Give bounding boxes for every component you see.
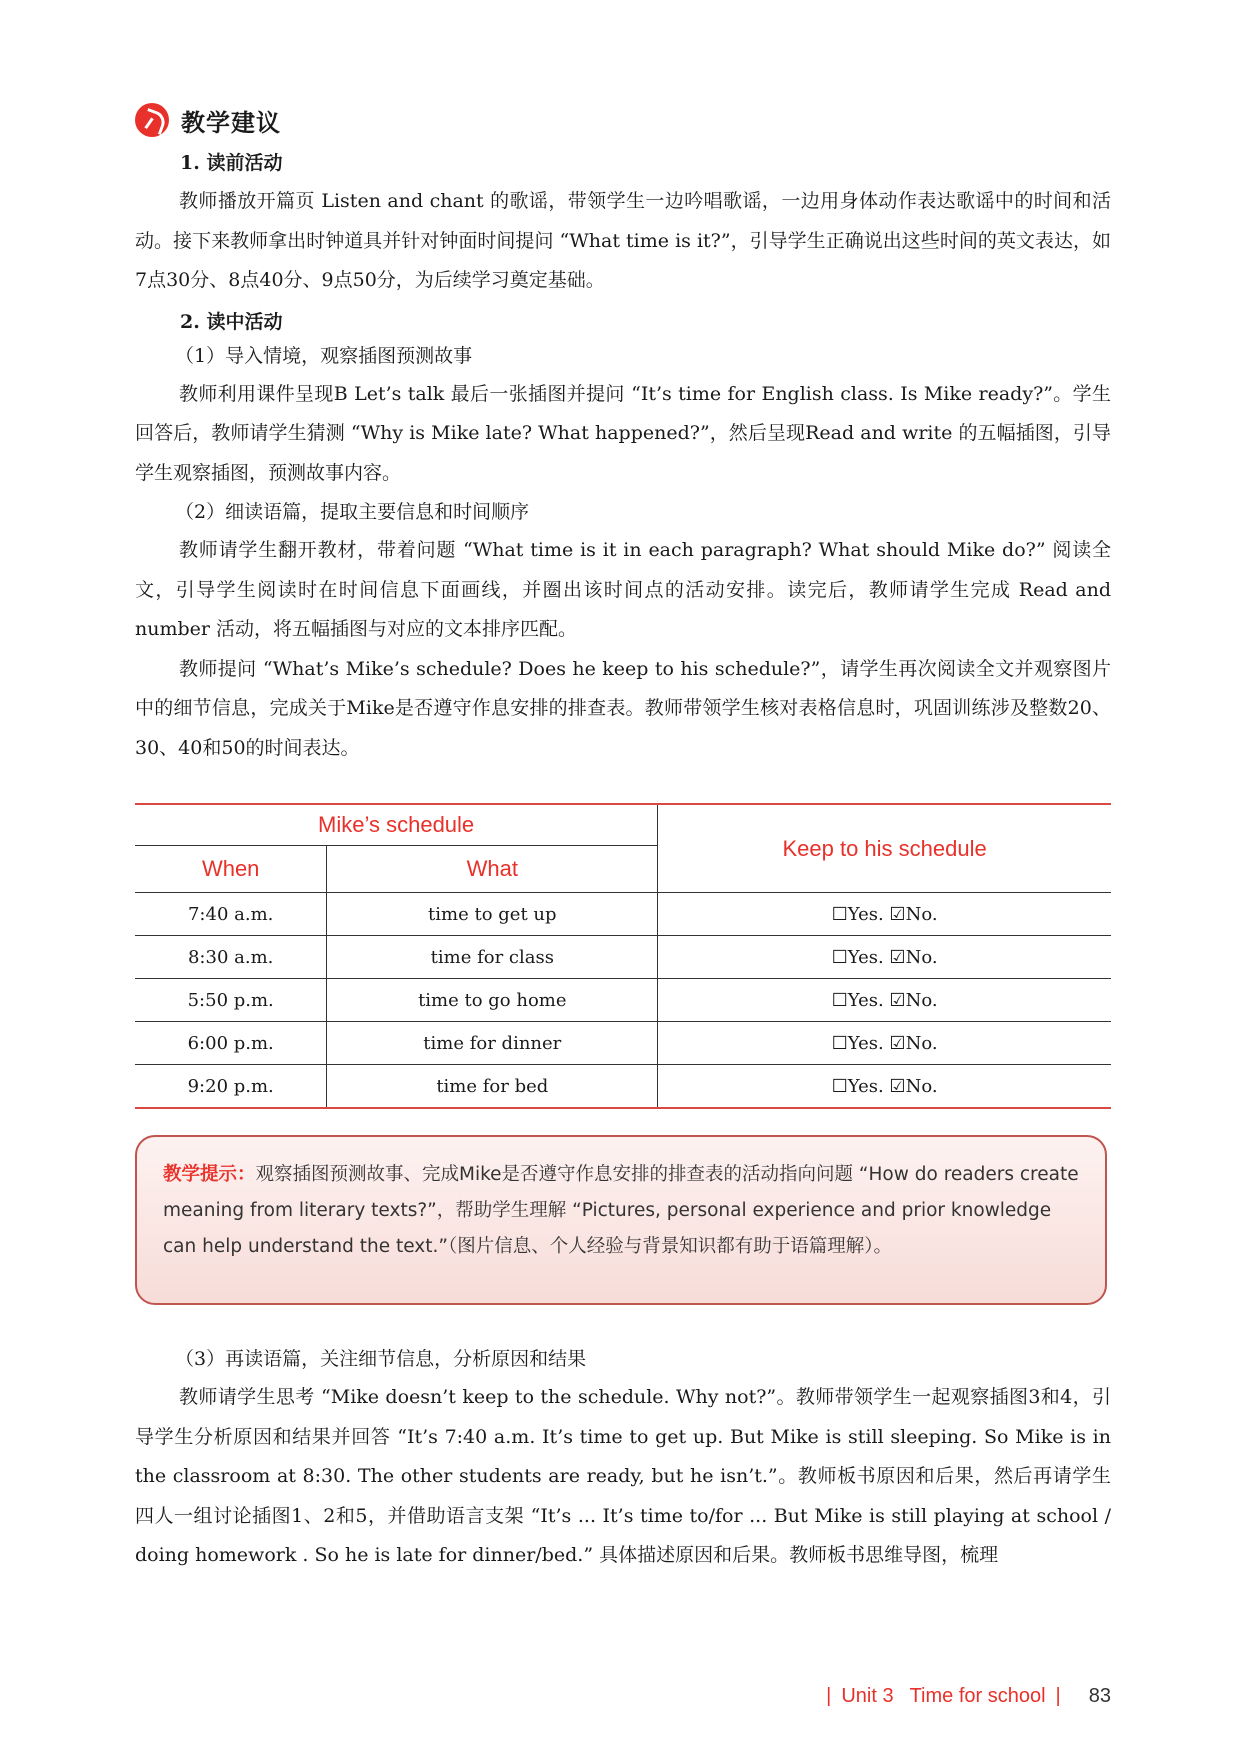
teaching-tip-box	[135, 1135, 1107, 1305]
table-row	[135, 893, 1111, 936]
row-when: 9:20 p.m.	[135, 1065, 327, 1109]
section1-paragraph: 教师播放开篇页 Listen and chant 的歌谣，带领学生一边吟唱歌谣，一边用身体动作表达歌谣中的时间和活动。接下来教师拿出时钟道具并针对钟面时间提问 “What time is it?”，引导学生正确说出这些时间的英文表达，如7点30分、8点40分、9点50分，为后续学习奠定基础。	[135, 190, 1111, 291]
section3-paragraph4: 教师请学生思考 “Mike doesn’t keep to the schedule. Why not?”。教师带领学生一起观察插图3和4，引导学生分析原因和结果并回答 “It’s 7:40 a.m. It’s time to get up. But Mike is still sleeping. So Mike is in the classroom at 8:30. The other students are ready, but he isn’t.”。教师板书原因和后果，然后再请学生四人一组讨论插图1、2和5，并借助语言支架 “It’s ... It’s time to/for ... But Mike is still playing at school / doing homework . So he is late for dinner/bed.” 具体描述原因和后果。教师板书思维导图，梳理	[135, 1386, 1111, 1566]
footer-unit-title: Time for school	[909, 1685, 1046, 1707]
table-header-keep: Keep to his schedule	[658, 804, 1111, 893]
row-keep: ☐Yes. ☑No.	[658, 979, 1111, 1022]
row-keep: ☐Yes. ☑No.	[658, 1022, 1111, 1065]
section2-paragraph3: 教师提问 “What’s Mike’s schedule? Does he keep to his schedule?”，请学生再次阅读全文并观察图片中的细节信息，完成关于Mike是否遵守作息安排的排查表。教师带领学生核对表格信息时，巩固训练涉及整数20、30、40和50的时间表达。	[135, 657, 1111, 759]
footer-divider: |	[1055, 1685, 1061, 1707]
row-keep: ☐Yes. ☑No.	[658, 1065, 1111, 1109]
pen-logo-icon	[135, 103, 169, 137]
section2-paragraph2: 教师请学生翻开教材，带着问题 “What time is it in each paragraph? What should Mike do?” 阅读全文，引导学生阅读时在时间信息下面画线，并圈出该时间点的活动安排。读完后，教师请学生完成 Read and number 活动，将五幅插图与对应的文本排序匹配。	[135, 539, 1111, 640]
schedule-table	[135, 803, 1111, 1109]
table-row	[135, 936, 1111, 979]
tip-text: 观察插图预测故事、完成Mike是否遵守作息安排的排查表的活动指向问题 “How do readers create meaning from literary texts?”，帮助学生理解 “Pictures, personal experience and prior knowledge can help understand the text.”（图片信息、个人经验与背景知识都有助于语篇理解）。	[163, 1164, 1079, 1257]
row-what: time for class	[327, 936, 658, 979]
row-keep: ☐Yes. ☑No.	[658, 936, 1111, 979]
row-what: time for dinner	[327, 1022, 658, 1065]
section3-sub3: （3）再读语篇，关注细节信息，分析原因和结果	[175, 1348, 587, 1370]
section-heading	[135, 100, 1111, 140]
table-row	[135, 1065, 1111, 1109]
row-keep: ☐Yes. ☑No.	[658, 893, 1111, 936]
section2-sub1: （1）导入情境，观察插图预测故事	[175, 344, 473, 367]
footer-divider: |	[826, 1685, 832, 1707]
table-row	[135, 979, 1111, 1022]
footer-unit: Unit 3	[841, 1685, 894, 1707]
heading-title: 教学建议	[181, 108, 281, 137]
table-header-what: What	[327, 846, 658, 893]
row-when: 5:50 p.m.	[135, 979, 327, 1022]
section2-sub2: （2）细读语篇，提取主要信息和时间顺序	[175, 501, 530, 523]
row-what: time for bed	[327, 1065, 658, 1109]
table-group-header: Mike’s schedule	[135, 804, 658, 846]
row-when: 6:00 p.m.	[135, 1022, 327, 1065]
row-what: time to get up	[327, 893, 658, 936]
row-what: time to go home	[327, 979, 658, 1022]
table-row	[135, 1022, 1111, 1065]
tip-label: 教学提示：	[163, 1164, 256, 1185]
row-when: 7:40 a.m.	[135, 893, 327, 936]
section1-title: 1. 读前活动	[180, 152, 283, 174]
page-footer	[816, 1685, 1111, 1708]
row-when: 8:30 a.m.	[135, 936, 327, 979]
table-header-when: When	[135, 846, 327, 893]
section2-paragraph1: 教师利用课件呈现B Let’s talk 最后一张插图并提问 “It’s time for English class. Is Mike ready?”。学生回答后，教师请学生猜测 “Why is Mike late? What happened?”，然后呈现Read and write 的五幅插图，引导学生观察插图，预测故事内容。	[135, 382, 1111, 484]
page-number: 83	[1088, 1685, 1111, 1707]
section2-title: 2. 读中活动	[180, 310, 283, 333]
